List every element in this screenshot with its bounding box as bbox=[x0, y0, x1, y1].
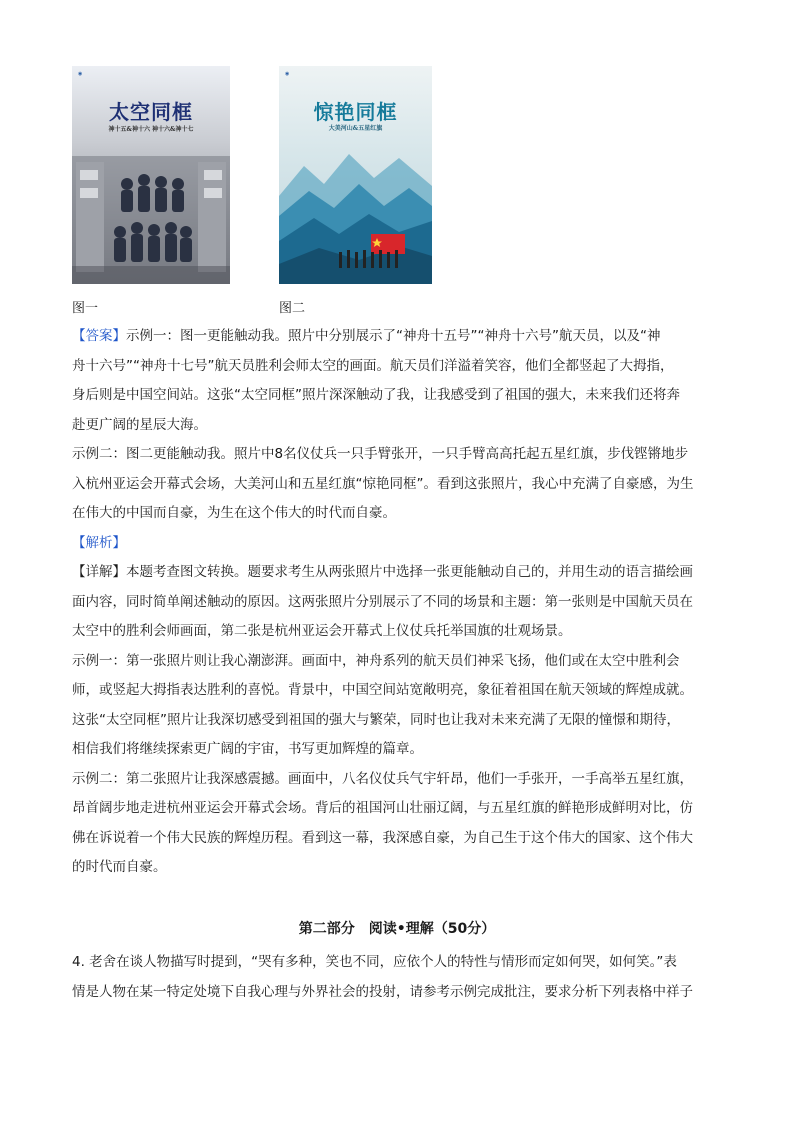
poster-subtitle: 大美河山&五星红旗 bbox=[328, 125, 383, 132]
analysis-line: 昂首阔步地走进杭州亚运会开幕式会场。背后的祖国河山壮丽辽阔，与五星红旗的鲜艳形成鲜明对比，仿 bbox=[72, 800, 693, 816]
answer-line: 入杭州亚运会开幕式会场，大美河山和五星红旗“惊艳同框”。看到这张照片，我心中充满了自豪感，为生 bbox=[72, 475, 694, 492]
poster-logo: ◉ bbox=[78, 71, 83, 77]
figure-space-poster bbox=[72, 66, 230, 284]
answer-line: 赴更广阔的星辰大海。 bbox=[72, 416, 207, 433]
answer-label: 【答案】 bbox=[72, 328, 126, 344]
section-heading: 第二部分 阅读•理解（50分） bbox=[298, 921, 496, 937]
figure-flag-poster bbox=[279, 66, 432, 284]
analysis-line: 这张“太空同框”照片让我深切感受到祖国的强大与繁荣，同时也让我对未来充满了无限的憧憬和期待， bbox=[72, 711, 680, 728]
answer-section bbox=[72, 322, 722, 883]
answer-line: 舟十六号”“神舟十七号”航天员胜利会师太空的画面。航天员们洋溢着笑容，他们全都竖起了大拇指， bbox=[72, 357, 674, 374]
analysis-line: 师，或竖起大拇指表达胜利的喜悦。背景中，中国空间站宽敞明亮，象征着祖国在航天领域的辉煌成就。 bbox=[72, 682, 693, 698]
figure-caption-2: 图二 bbox=[279, 301, 306, 316]
question-4 bbox=[72, 948, 722, 1007]
answer-line: 在伟大的中国而自豪，为生在这个伟大的时代而自豪。 bbox=[72, 505, 396, 521]
analysis-line: 佛在诉说着一个伟大民族的辉煌历程。看到这一幕，我深感自豪，为自己生于这个伟大的国家、这个伟大 bbox=[72, 829, 693, 846]
analysis-line: 示例二：第二张照片让我深感震撼。画面中，八名仪仗兵气宇轩昂，他们一手张开，一手高举五星红旗， bbox=[72, 770, 693, 787]
poster-subtitle: 神十五&神十六 神十六&神十七 bbox=[108, 126, 194, 133]
answer-line: 身后则是中国空间站。这张“太空同框”照片深深触动了我，让我感受到了祖国的强大，未来我们还将奔 bbox=[72, 387, 680, 403]
detail-label: 【详解】 bbox=[72, 564, 126, 580]
poster-title: 太空同框 bbox=[109, 100, 193, 124]
answer-line: 示例二：图二更能触动我。照片中8名仪仗兵一只手臂张开，一只手臂高高托起五星红旗，步伐铿锵地步 bbox=[72, 446, 689, 462]
question-line: 情是人物在某一特定处境下自我心理与外界社会的投射，请参考示例完成批注，要求分析下列表格中祥子 bbox=[72, 983, 693, 1000]
poster-logo: ◉ bbox=[285, 71, 290, 77]
analysis-line: 面内容，同时简单阐述触动的原因。这两张照片分别展示了不同的场景和主题：第一张则是中国航天员在 bbox=[72, 593, 693, 610]
question-line: 4. 老舍在谈人物描写时提到，“哭有多种，笑也不同，应依个人的特性与情形而定如何哭，如何笑。”表 bbox=[72, 954, 677, 970]
analysis-line: 【详解】本题考查图文转换。题要求考生从两张照片中选择一张更能触动自己的，并用生动的语言描绘画 bbox=[72, 564, 693, 580]
figure-caption-1: 图一 bbox=[72, 301, 99, 316]
answer-line: 【答案】示例一：图一更能触动我。照片中分别展示了“神舟十五号”“神舟十六号”航天员，以及“神 bbox=[72, 328, 661, 344]
analysis-line: 的时代而自豪。 bbox=[72, 859, 167, 875]
poster-title: 惊艳同框 bbox=[313, 100, 398, 124]
analysis-line: 相信我们将继续探索更广阔的宇宙，书写更加辉煌的篇章。 bbox=[72, 741, 423, 757]
analysis-line: 太空中的胜利会师画面，第二张是杭州亚运会开幕式上仪仗兵托举国旗的壮观场景。 bbox=[72, 623, 572, 639]
analysis-line: 示例一：第一张照片则让我心潮澎湃。画面中，神舟系列的航天员们神采飞扬，他们或在太空中胜利会 bbox=[72, 652, 680, 669]
analysis-label: 【解析】 bbox=[72, 534, 126, 551]
